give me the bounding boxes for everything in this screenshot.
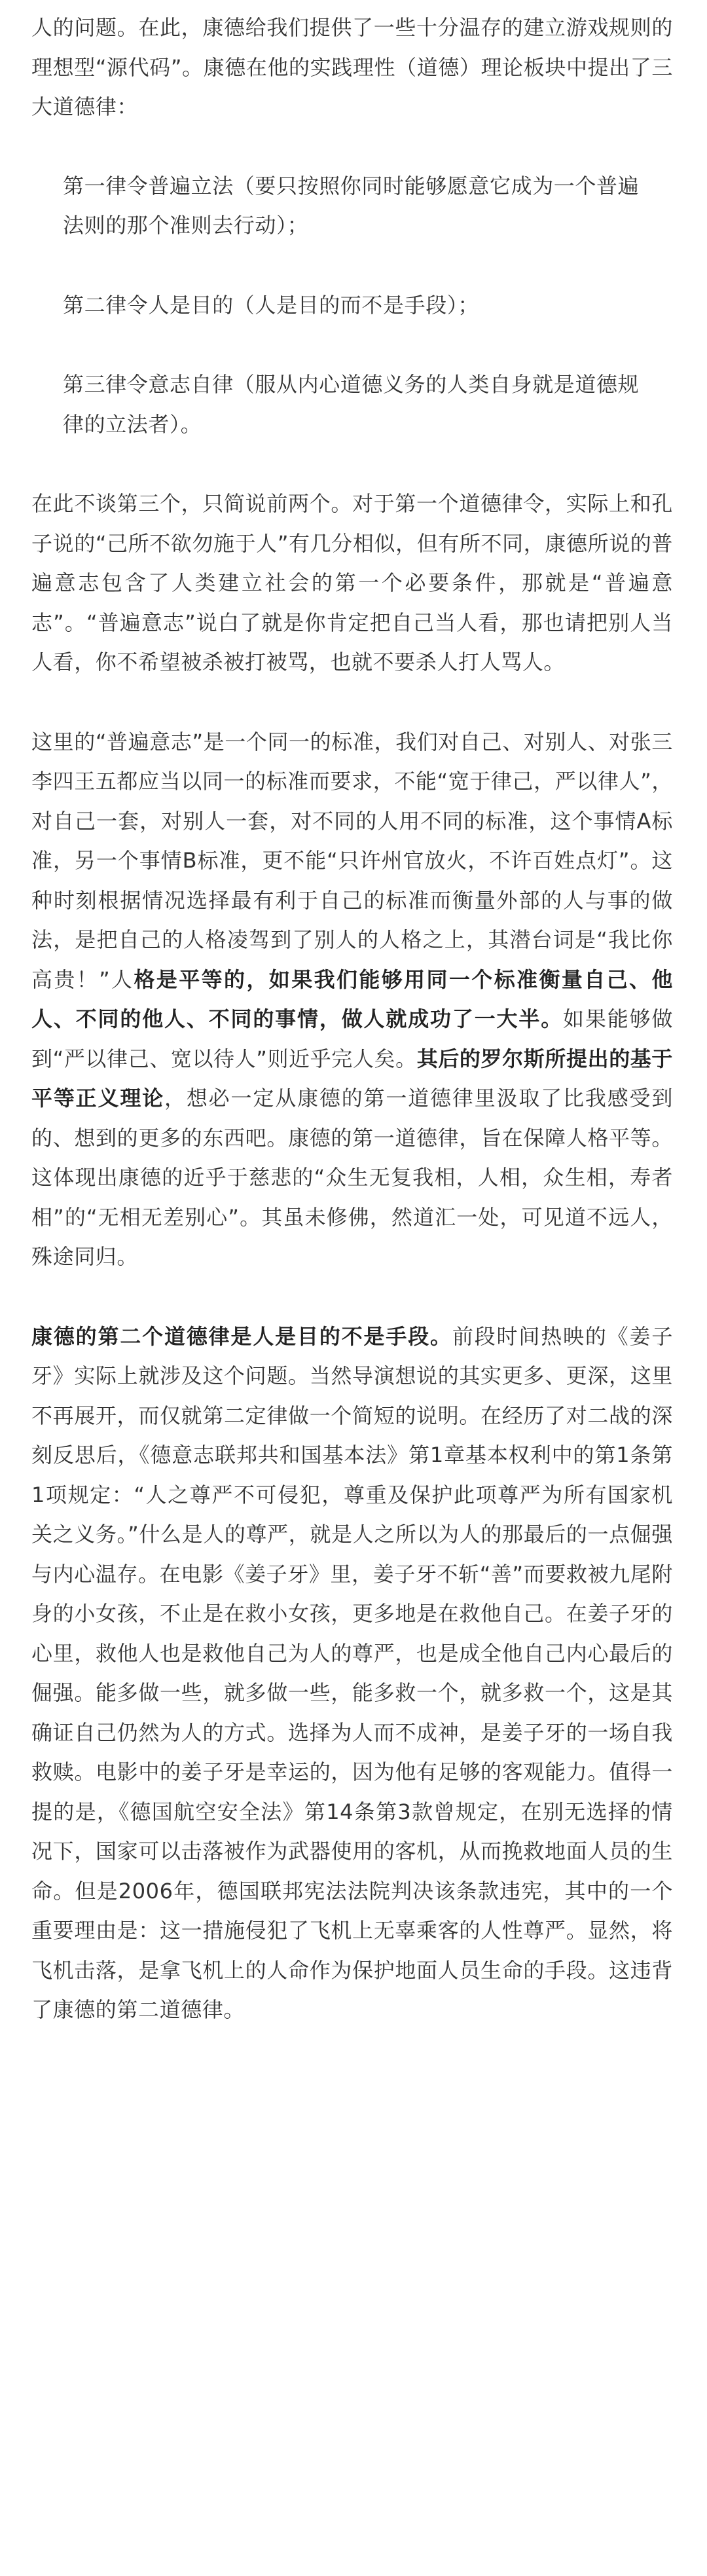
second-law-paragraph <box>31 1317 673 2030</box>
intro-paragraph: 人的问题。在此，康德给我们提供了一些十分温存的建立游戏规则的理想型“源代码”。康德在他的实践理性（道德）理论板块中提出了三大道德律： <box>31 15 673 119</box>
second-law-text: 前段时间热映的《姜子牙》实际上就涉及这个问题。当然导演想说的其实更多、更深，这里不再展开，而仅就第二定律做一个简短的说明。在经历了对二战的深刻反思后，《德意志联邦共和国基本法》第1章基本权利中的第1条第1项规定：“人之尊严不可侵犯，尊重及保护此项尊严为所有国家机关之义务。”什么是人的尊严，就是人之所以为人的那最后的一点倔强与内心温存。在电影《姜子牙》里，姜子牙不斩“善”而要救被九尾附身的小女孩，不止是在救小女孩，更多地是在救他自己。在姜子牙的心里，救他人也是救他自己为人的尊严，也是成全他自己内心最后的倔强。能多做一些，就多做一些，能多救一个，就多救一个，这是其确证自己仍然为人的方式。选择为人而不成神，是姜子牙的一场自我救赎。电影中的姜子牙是幸运的，因为他有足够的客观能力。值得一提的是，《德国航空安全法》第14条第3款曾规定，在别无选择的情况下，国家可以击落被作为武器使用的客机，从而挽救地面人员的生命。但是2006年，德国联邦宪法法院判决该条款违宪，其中的一个重要理由是：这一措施侵犯了飞机上无辜乘客的人性尊严。显然，将飞机击落，是拿飞机上的人命作为保护地面人员生命的手段。这违背了康德的第二道德律。 <box>31 1323 673 2022</box>
moral-law-3: 第三律令意志自律（服从内心道德义务的人类自身就是道德规律的立法者）。 <box>63 372 640 437</box>
universal-will-paragraph <box>31 722 673 1277</box>
universal-will-text-2: 如果能够做到“严以律己、宽以待人”则近乎完人矣。 <box>31 1006 673 1071</box>
universal-will-text-1: 这里的“普遍意志”是一个同一的标准，我们对自己、对别人、对张三李四王五都应当以同一的标准而要求，不能“宽于律己，严以律人”，对自己一套，对别人一套，对不同的人用不同的标准，这个事情A标准，另一个事情B标准，更不能“只许州官放火，不许百姓点灯”。这种时刻根据情况选择最有利于自己的标准而衡量外部的人与事的做法，是把自己的人格凌驾到了别人的人格之上，其潜台词是“我比你高贵！”人 <box>31 729 673 992</box>
moral-law-2: 第二律令人是目的（人是目的而不是手段）； <box>63 292 480 318</box>
moral-laws-list <box>63 166 657 445</box>
universal-will-text-3: ，想必一定从康德的第一道德律里汲取了比我感受到的、想到的更多的东西吧。康德的第一道德律，旨在保障人格平等。这体现出康德的近乎于慈悲的“众生无复我相，人相，众生相，寿者相”的“无相无差别心”。其虽未修佛，然道汇一处，可见道不远人，殊途同归。 <box>31 1086 673 1269</box>
moral-law-1: 第一律令普遍立法（要只按照你同时能够愿意它成为一个普遍法则的那个准则去行动）； <box>63 173 640 238</box>
rawls-bold-text: 其后的罗尔斯所提出的基于平等正义理论 <box>31 1046 674 1111</box>
first-law-paragraph: 在此不谈第三个，只简说前两个。对于第一个道德律令，实际上和孔子说的“己所不欲勿施于人”有几分相似，但有所不同，康德所说的普遍意志包含了人类建立社会的第一个必要条件，那就是“普遍意志”。“普遍意志”说白了就是你肯定把自己当人看，那也请把别人当人看，你不希望被杀被打被骂，也就不要杀人打人骂人。 <box>31 491 673 674</box>
equality-bold-text: 格是平等的，如果我们能够用同一个标准衡量自己、他人、不同的他人、不同的事情，做人就成功了一大半。 <box>31 966 673 1031</box>
second-law-heading-bold: 康德的第二个道德律是人是目的不是手段。 <box>31 1323 452 1349</box>
